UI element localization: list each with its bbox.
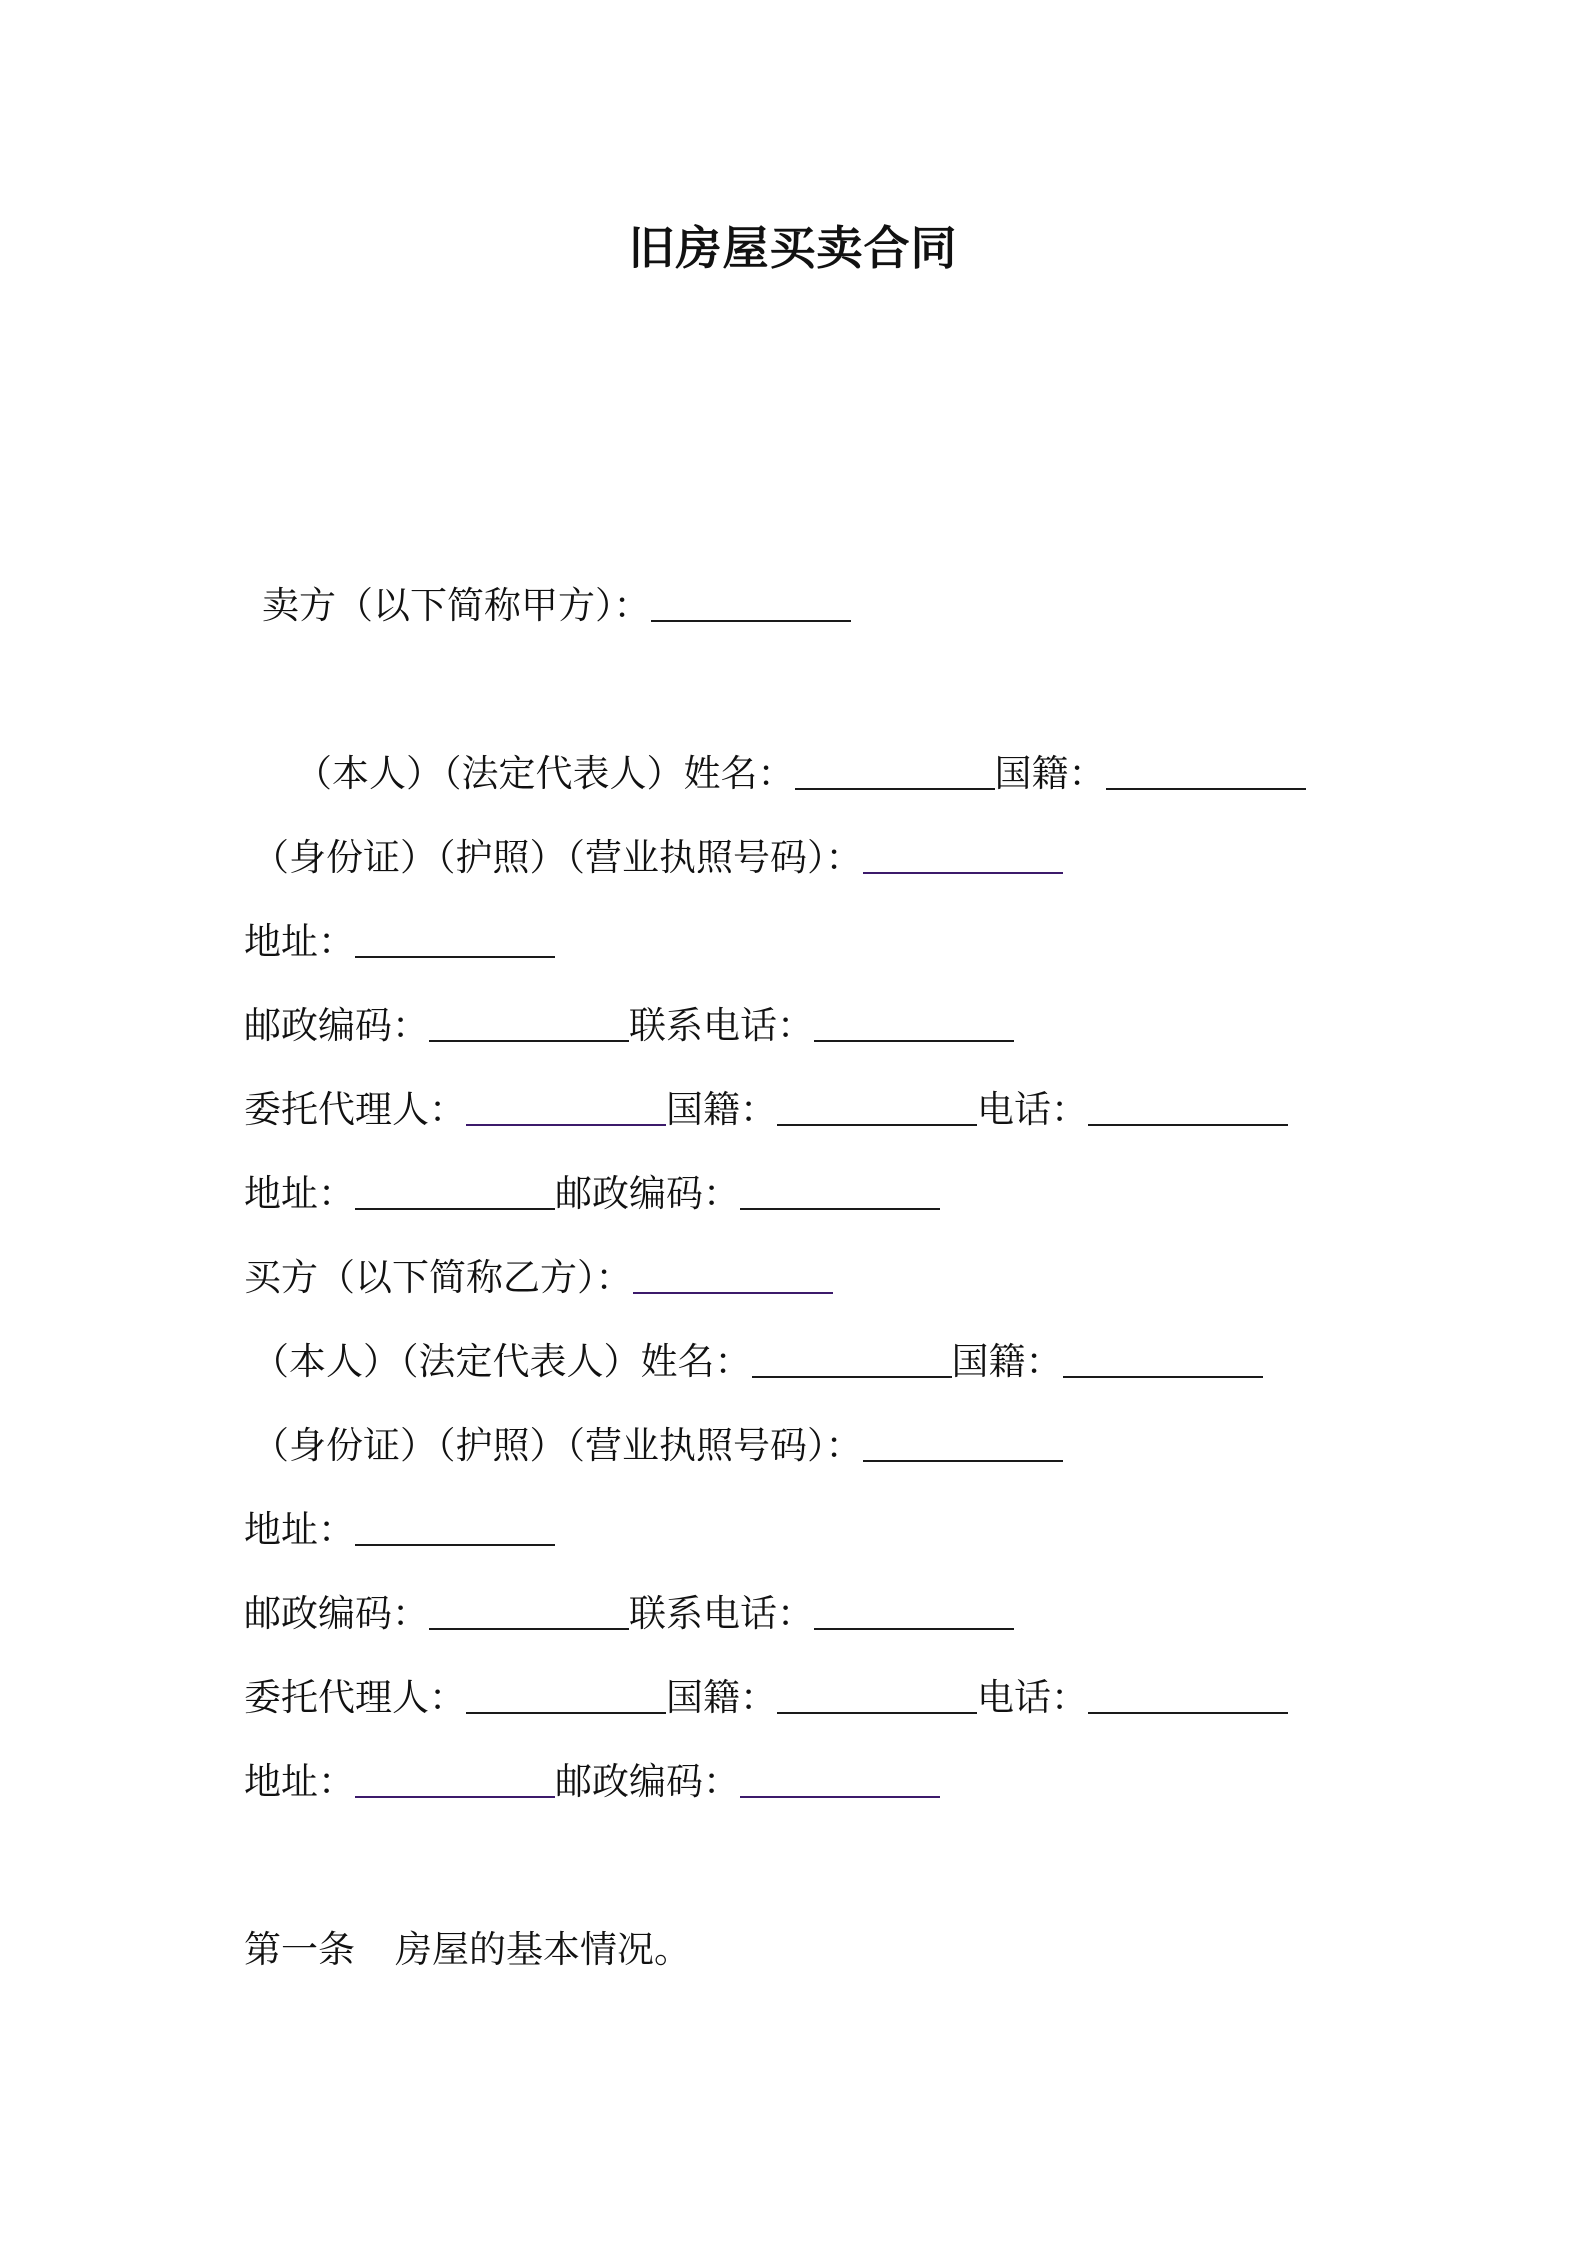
buyer-contact-phone-label: 联系电话： [629, 1592, 814, 1635]
seller-agent-postcode-blank[interactable] [740, 1204, 940, 1210]
seller-agent-phone-label: 电话： [977, 1088, 1088, 1131]
buyer-intro-label: 买方（以下简称乙方）： [244, 1256, 633, 1299]
seller-agent-label: 委托代理人： [244, 1088, 466, 1131]
buyer-person-name-blank[interactable] [752, 1372, 952, 1378]
buyer-name-blank[interactable] [633, 1288, 833, 1294]
seller-agent-address-label: 地址： [244, 1172, 355, 1215]
buyer-name-line [252, 1336, 1263, 1388]
seller-id-blank[interactable] [863, 868, 1063, 874]
seller-agent-address-blank[interactable] [355, 1204, 555, 1210]
seller-address-blank[interactable] [355, 952, 555, 958]
seller-name-label: （本人）（法定代表人）姓名： [295, 752, 795, 795]
buyer-agent-nationality-blank[interactable] [777, 1708, 977, 1714]
buyer-name-label: （本人）（法定代表人）姓名： [252, 1340, 752, 1383]
buyer-address-line [244, 1504, 555, 1556]
seller-person-name-blank[interactable] [795, 784, 995, 790]
buyer-agent-phone-label: 电话： [977, 1676, 1088, 1719]
buyer-postcode-label: 邮政编码： [244, 1592, 429, 1635]
seller-intro-label: 卖方（以下简称甲方）： [262, 584, 651, 627]
buyer-agent-line [244, 1672, 1288, 1724]
article-1-number: 第一条 [244, 1928, 355, 1971]
seller-nationality-blank[interactable] [1106, 784, 1306, 790]
buyer-agent-postcode-label: 邮政编码： [555, 1760, 740, 1803]
buyer-agent-nationality-label: 国籍： [666, 1676, 777, 1719]
seller-name-line [295, 748, 1306, 800]
buyer-agent-postcode-blank[interactable] [740, 1792, 940, 1798]
seller-agent-line [244, 1084, 1288, 1136]
buyer-contact-phone-blank[interactable] [814, 1624, 1014, 1630]
buyer-nationality-label: 国籍： [951, 1340, 1063, 1383]
article-1-text: 房屋的基本情况。 [395, 1928, 691, 1971]
buyer-agent-phone-blank[interactable] [1088, 1708, 1288, 1714]
buyer-id-line [252, 1420, 1063, 1472]
seller-agent-nationality-label: 国籍： [666, 1088, 777, 1131]
seller-intro-line [262, 580, 851, 632]
buyer-nationality-blank[interactable] [1063, 1372, 1263, 1378]
seller-address-label: 地址： [244, 920, 355, 963]
buyer-agent-blank[interactable] [466, 1708, 666, 1714]
seller-agent-nationality-blank[interactable] [777, 1120, 977, 1126]
buyer-address-blank[interactable] [355, 1540, 555, 1546]
buyer-agent-address-line [244, 1756, 940, 1808]
article-1-line [244, 1924, 691, 1976]
seller-id-label: （身份证）（护照）（营业执照号码）： [252, 836, 863, 879]
seller-agent-phone-blank[interactable] [1088, 1120, 1288, 1126]
seller-postcode-blank[interactable] [429, 1036, 629, 1042]
seller-agent-address-line [244, 1168, 940, 1220]
document-title: 旧房屋买卖合同 [628, 221, 958, 275]
buyer-agent-address-blank[interactable] [355, 1792, 555, 1798]
buyer-agent-label: 委托代理人： [244, 1676, 466, 1719]
buyer-id-blank[interactable] [863, 1456, 1063, 1462]
seller-nationality-label: 国籍： [994, 752, 1106, 795]
seller-address-line [244, 916, 555, 968]
buyer-address-label: 地址： [244, 1508, 355, 1551]
buyer-agent-address-label: 地址： [244, 1760, 355, 1803]
seller-postcode-label: 邮政编码： [244, 1004, 429, 1047]
seller-postcode-line [244, 1000, 1014, 1052]
seller-contact-phone-blank[interactable] [814, 1036, 1014, 1042]
buyer-postcode-blank[interactable] [429, 1624, 629, 1630]
seller-agent-blank[interactable] [466, 1120, 666, 1126]
buyer-postcode-line [244, 1588, 1014, 1640]
buyer-id-label: （身份证）（护照）（营业执照号码）： [252, 1424, 863, 1467]
buyer-intro-line [244, 1252, 833, 1304]
seller-name-blank[interactable] [651, 616, 851, 622]
seller-contact-phone-label: 联系电话： [629, 1004, 814, 1047]
seller-id-line [252, 832, 1063, 884]
seller-agent-postcode-label: 邮政编码： [555, 1172, 740, 1215]
